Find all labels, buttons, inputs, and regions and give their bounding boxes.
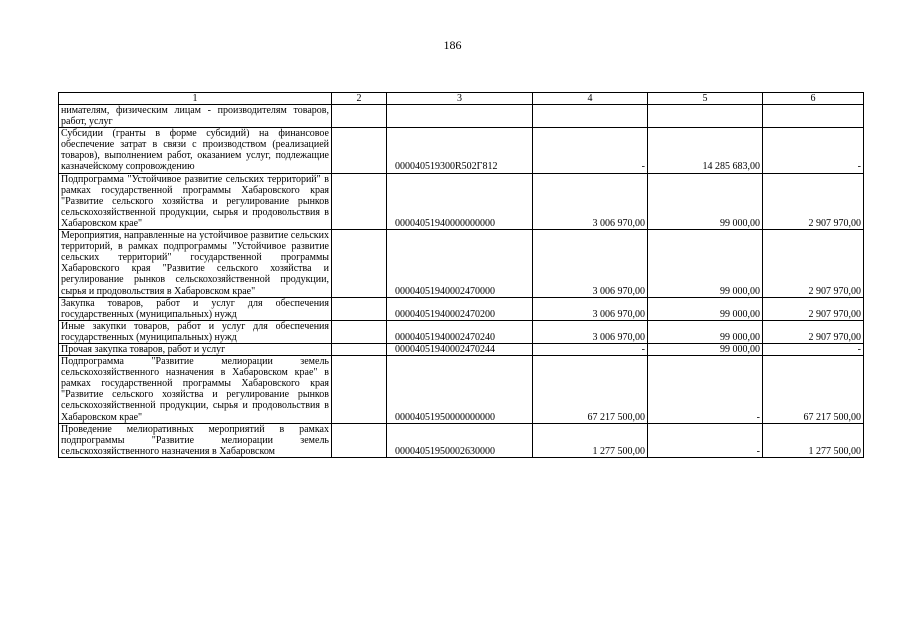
row-value-5: 99 000,00 [648,173,763,229]
row-value-6: - [763,343,864,355]
table-row [59,105,864,128]
row-col2 [332,356,387,424]
row-code: 00004051950002630000 [387,423,533,457]
row-description: Подпрограмма "Развитие мелиорации земель сельскохозяйственного назначения в Хабаровском крае" в рамках государственной программы Хабаровского края "Развитие сельского хозяйства и регулирование рынков сельскохозяйственной продукции, сырья и продовольствия в Хабаровском крае" [59,356,332,424]
row-value-5: 99 000,00 [648,230,763,298]
header-col-2: 2 [332,93,387,105]
row-value-4: 3 006 970,00 [533,320,648,343]
row-description: Закупка товаров, работ и услуг для обеспечения государственных (муниципальных) нужд [59,297,332,320]
row-value-4: 3 006 970,00 [533,173,648,229]
row-code [387,105,533,128]
table-row [59,343,864,355]
table-row [59,320,864,343]
row-col2 [332,297,387,320]
row-value-6: 2 907 970,00 [763,297,864,320]
row-col2 [332,230,387,298]
header-col-4: 4 [533,93,648,105]
row-col2 [332,173,387,229]
row-value-4: - [533,128,648,173]
row-description: Проведение мелиоративных мероприятий в рамках подпрограммы "Развитие мелиорации земель сельскохозяйственного назначения в Хабаровском [59,423,332,457]
row-value-6: 67 217 500,00 [763,356,864,424]
table-row [59,230,864,298]
row-value-6: 1 277 500,00 [763,423,864,457]
table-header-row [59,93,864,105]
row-value-5: 14 285 683,00 [648,128,763,173]
header-col-3: 3 [387,93,533,105]
row-value-4: 3 006 970,00 [533,297,648,320]
row-col2 [332,343,387,355]
row-code: 00004051940002470240 [387,320,533,343]
table-row [59,297,864,320]
row-description: Субсидии (гранты в форме субсидий) на финансовое обеспечение затрат в связи с производством (реализацией товаров), выполнением работ, оказанием услуг, подлежащие казначейскому сопровождению [59,128,332,173]
row-description: нимателям, физическим лицам - производителям товаров, работ, услуг [59,105,332,128]
row-value-4: 1 277 500,00 [533,423,648,457]
row-value-6: 2 907 970,00 [763,320,864,343]
row-value-5: 99 000,00 [648,320,763,343]
header-col-5: 5 [648,93,763,105]
row-col2 [332,320,387,343]
budget-table [58,92,864,458]
row-code: 000040519300R502Г812 [387,128,533,173]
row-value-6: - [763,128,864,173]
page-number: 186 [443,38,462,52]
row-value-6 [763,105,864,128]
row-value-6: 2 907 970,00 [763,230,864,298]
row-description: Подпрограмма "Устойчивое развитие сельских территорий" в рамках государственной программы Хабаровского края "Развитие сельского хозяйства и регулирование рынков сельскохозяйственной продукции, сырья и продовольствия в Хабаровском крае" [59,173,332,229]
row-value-5: - [648,356,763,424]
row-code: 00004051940000000000 [387,173,533,229]
row-value-4: 3 006 970,00 [533,230,648,298]
row-value-5: 99 000,00 [648,343,763,355]
row-col2 [332,105,387,128]
header-col-1: 1 [59,93,332,105]
table-row [59,423,864,457]
table-row [59,356,864,424]
table-row [59,128,864,173]
table-row [59,173,864,229]
row-code: 00004051950000000000 [387,356,533,424]
row-value-4: - [533,343,648,355]
row-code: 00004051940002470244 [387,343,533,355]
row-value-4 [533,105,648,128]
row-code: 00004051940002470000 [387,230,533,298]
row-description: Мероприятия, направленные на устойчивое развитие сельских территорий, в рамках подпрограммы "Устойчивое развитие сельских территорий" государственной программы Хабаровского края "Развитие сельского хозяйства и регулирование рынков сельскохозяйственной продукции, сырья и продовольствия в Хабаровском крае" [59,230,332,298]
row-value-4: 67 217 500,00 [533,356,648,424]
row-col2 [332,128,387,173]
row-value-5: - [648,423,763,457]
row-description: Иные закупки товаров, работ и услуг для обеспечения государственных (муниципальных) нужд [59,320,332,343]
row-value-6: 2 907 970,00 [763,173,864,229]
row-value-5 [648,105,763,128]
row-value-5: 99 000,00 [648,297,763,320]
row-code: 00004051940002470200 [387,297,533,320]
header-col-6: 6 [763,93,864,105]
row-description: Прочая закупка товаров, работ и услуг [59,343,332,355]
row-col2 [332,423,387,457]
